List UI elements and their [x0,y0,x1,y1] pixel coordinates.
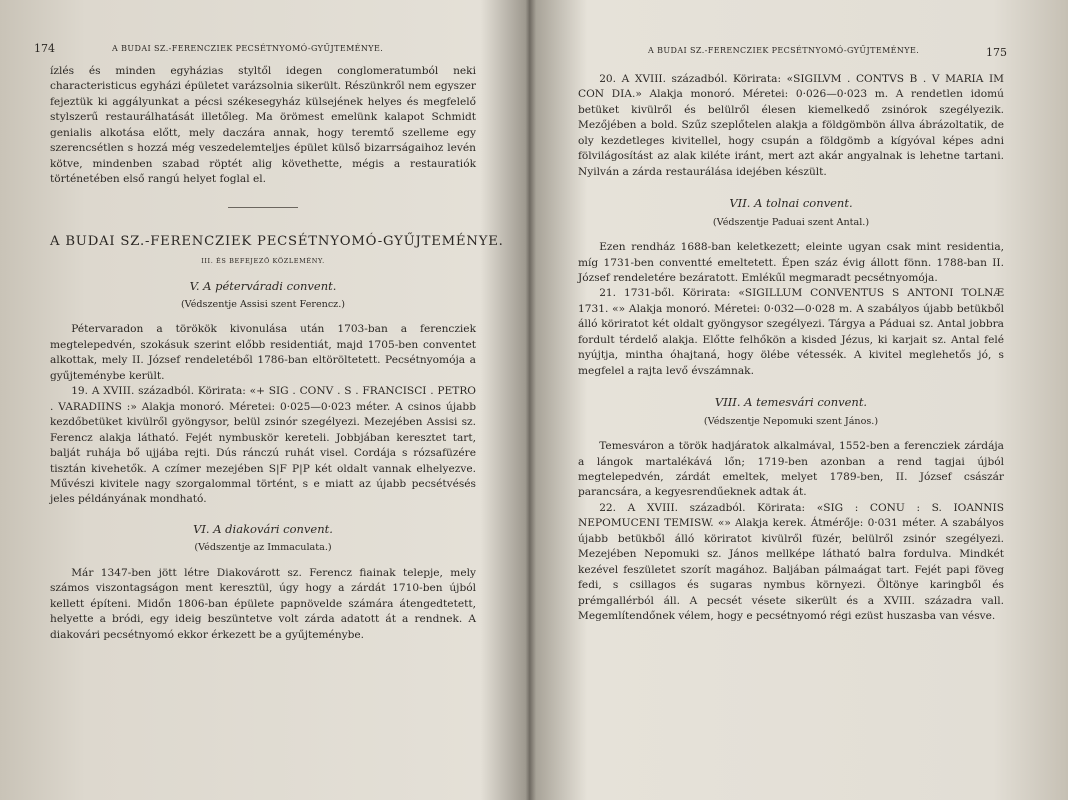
section-patron: (Védszentje Assisi szent Ferencz.) [180,298,346,310]
paragraph: Temesváron a török hadjáratok alkalmával, 1552-ben a ferencziek zárdája a lángok martalékává lőn; 1719-ben azonban a rend tagjai újból megtelepedvén, zárdát emeltek, melyet 1789-ben, II. József császár parancsára, a kegyesrendűeknek adtak át. [578,440,1004,499]
section-patron: (Védszentje Nepomuki szent János.) [703,415,879,427]
paragraph: 22. A XVIII. századból. Körirata: «SIG : CONU : S. IOANNIS NEPOMUCENI TEMISW. «» Alakja kerek. Átmérője: 0·031 méter. A szabályos újabb betükből álló köriratot kivülről füzér, belülről zsinór szegélyezi. Mezejében Nepomuki sz. János mellképe látható balra fordulva. Mindkét kezével feszületet szorít magához. Baljában pálmaágat tart. Fejét papi föveg fedi, s csillagos és sugaras nymbus környezi. Öltönye karingből és prémgallérból áll. A pecsét vésete sikerült és a XVIII. századra vall. Megemlítendőnek vélem, hogy e pecsétnyomó régi ezüst huszasba van vésve. [578,501,1004,623]
section-heading: VII. A tolnai convent. [729,196,853,211]
section-patron: (Védszentje Paduai szent Antal.) [712,216,870,228]
intro-paragraph: ízlés és minden egyházias styltől idegen conglomeratumból neki characteristicus egyházi épületet varázsolnia sikerült. Részünkről nem egyszer fejeztük ki aggályunkat a pécsi székesegyház külsejének helyes és megfelelő stylszerű restaurálhatását illetőleg. Ma örömest emelünk kalapot Schmidt genialis alkotása előtt, mely daczára annak, hogy teremtő szelleme egy szerencsétlen s hozzá még veszedelemteljes épület külső bizarrságaihoz levén kötve, mindenben szabad röptét alig követhette, mégis a restauratiók történetében első rangú helyet foglal el. [50,65,476,186]
section-divider [228,207,298,208]
section-heading: VI. A diakovári convent. [193,521,333,536]
left-text-column [50,64,504,643]
paragraph: Pétervaradon a törökök kivonulása után 1703-ban a ferencziek megtelepedvén, szokásuk szerint előbb residentiát, majd 1705-ben conventet alkottak, mely II. József rendeletéből 1786-ban eltöröltetett. Pecsétnyomója a gyűjteménybe került. [50,323,476,382]
paragraph: 20. A XVIII. századból. Körirata: «SIGILVM . CONTVS B . V MARIA IM CON DIA.» Alakja monoró. Méretei: 0·026—0·023 m. A rendetlen idomú betüket kivülről és belülről élesen kiemelkedő zsinórok szegélyezik. Mezőjében a bold. Szűz szeplőtelen alakja a földgömbön állva ábrázoltatik, de oly kezdetleges kivitellel, hogy csupán a földgömb a kígyóval képes adni fölvilágosítást az alak kiléte iránt, mert azt akár angyalnak is lehetne tartani. Nyilván a zárda restaurálása idejében készült. [578,73,1004,178]
section-heading: V. A péterváradi convent. [189,278,337,293]
paragraph: 19. A XVIII. századból. Körirata: «+ SIG . CONV . S . FRANCISCI . PETRO . VARADIINS :» Alakja monoró. Méretei: 0·025—0·023 méter. A csinos újabb kezdőbetüket kivülről gyöngysor, belül zsinór szegélyezi. Mezejében Assisi sz. Ferencz alakja látható. Fejét nymbuskör kereteli. Jobbjában keresztet tart, balját ruhája bő ujjába rejti. Dús ránczú ruhát visel. Cordája s rózsafüzére tisztán kivehetők. A czímer mezejében S|F P|P két oldalt vannak elhelyezve. Művészi kivitele nagy szorgalommal történt, s e miatt az újabb pecsétvésés jeles példányának mondható. [50,385,476,506]
page-number: 175 [986,46,1007,59]
running-head: A BUDAI SZ.-FERENCZIEK PECSÉTNYOMÓ-GYŰJTEMÉNYE. [648,46,920,55]
article-subtitle: III. ÉS BEFEJEZŐ KÖZLEMÉNY. [201,257,325,266]
page-number: 174 [34,42,55,55]
section-patron: (Védszentje az Immaculata.) [194,542,332,554]
left-page [0,0,528,800]
paragraph: 21. 1731-ből. Körirata: «SIGILLUM CONVENTUS S ANTONI TOLNÆ 1731. «» Alakja monoró. Méretei: 0·032—0·028 m. A szabályos újabb betükből álló köriratot két oldalt gyöngysor szegélyezi. Tárgya a Páduai sz. Antal jobbra fordult térdelő alakja. Előtte felhőkön a kisded Jézus, ki karjait sz. Antal felé nyújtja, mintha óhajtaná, hogy ölébe vétessék. A kivitel meglehetős jó, s megfelel a rajta levő évszámnak. [578,287,1004,377]
paragraph: Már 1347-ben jött létre Diakovárott sz. Ferencz fiainak telepje, mely számos viszontagságon ment keresztül, úgy hogy a zárdát 1710-ben újból kellett építeni. Midőn 1806-ban épülete papnövelde számára átengedtetett, helyette a bródi, egy ideig beszüntetve volt zárda adatott át a rendnek. A diakovári pecsétnyomó ekkor érkezett be a gyűjteménybe. [50,566,476,641]
right-page [536,0,1068,800]
right-text-column [578,72,1004,625]
running-head: A BUDAI SZ.-FERENCZIEK PECSÉTNYOMÓ-GYŰJTEMÉNYE. [112,44,384,53]
article-title: A BUDAI SZ.-FERENCZIEK PECSÉTNYOMÓ-GYŰJTEMÉNYE. [50,233,504,249]
section-heading: VIII. A temesvári convent. [714,395,868,410]
paragraph: Ezen rendház 1688-ban keletkezett; eleinte ugyan csak mint residentia, míg 1731-ben conventté emeltetett. Épen száz évig állott fönn. 1788-ban II. József rendeletére bezáratott. Emlékűl megmaradt pecsétnyomója. [578,241,1004,284]
